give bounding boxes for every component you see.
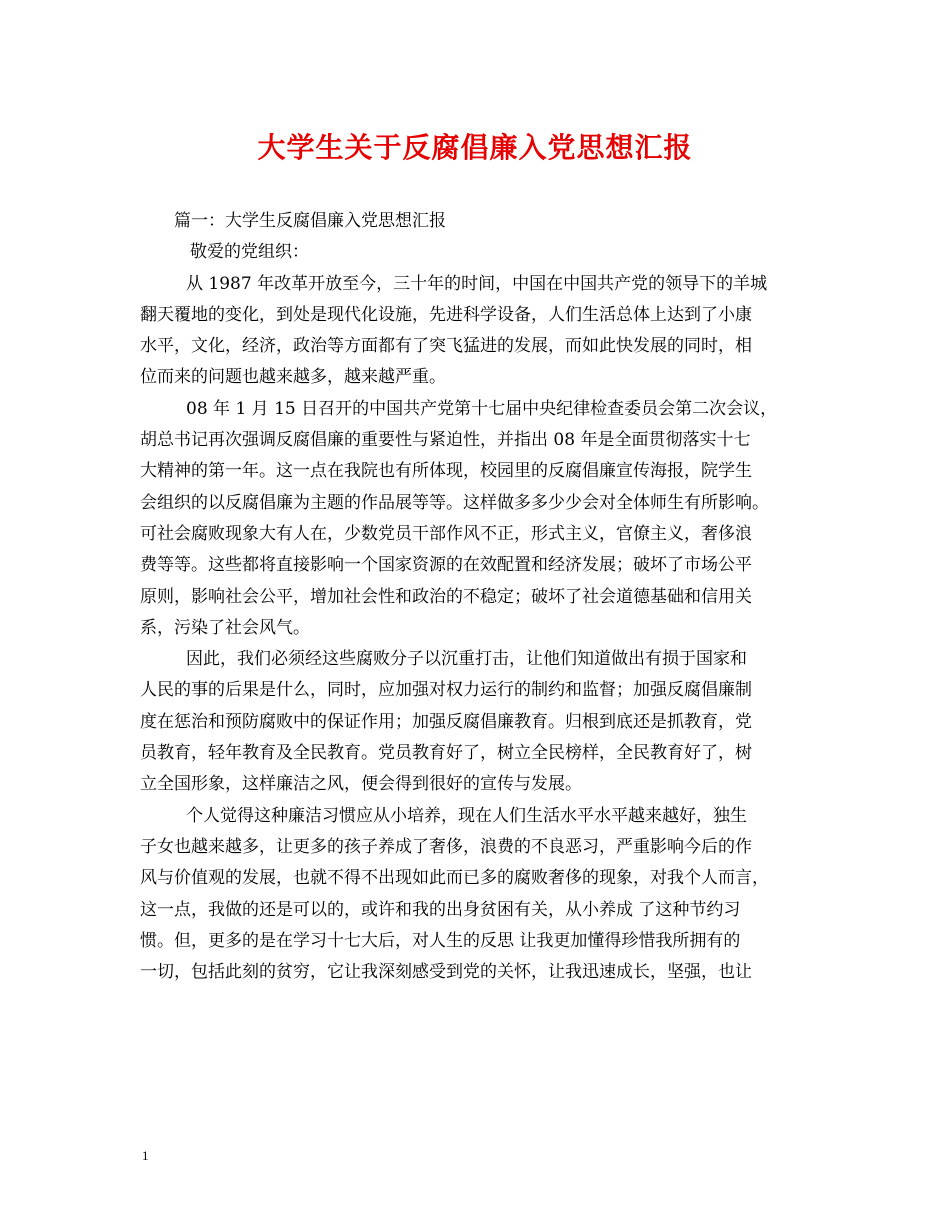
- document-body: [140, 206, 820, 988]
- paragraph-line: 度在惩治和预防腐败中的保证作用；加强反腐倡廉教育。归根到底还是抓教育，党: [140, 711, 752, 732]
- greeting: 敬爱的党组织：: [190, 242, 309, 263]
- page-number: 1: [142, 1148, 149, 1163]
- paragraph-line: 从 1987 年改革开放至今，三十年的时间，中国在中国共产党的领导下的羊城: [186, 273, 768, 294]
- paragraph: [140, 394, 820, 644]
- paragraph: [140, 269, 820, 394]
- paragraph-line: 费等等。这些都将直接影响一个国家资源的在效配置和经济发展；破坏了市场公平: [140, 555, 752, 576]
- paragraph: [140, 644, 820, 800]
- paragraph-line: 因此，我们必须经这些腐败分子以沉重打击，让他们知道做出有损于国家和: [186, 649, 747, 670]
- paragraph-line: 立全国形象，这样廉洁之风，便会得到很好的宣传与发展。: [140, 774, 582, 795]
- paragraph-line: 胡总书记再次强调反腐倡廉的重要性与紧迫性，并指出 08 年是全面贯彻落实十七: [140, 430, 751, 451]
- paragraph-line: 这一点，我做的还是可以的，或许和我的出身贫困有关，从小养成 了这种节约习: [140, 899, 741, 920]
- paragraph-line: 会组织的以反腐倡廉为主题的作品展等等。这样做多多少少会对全体师生有所影响。: [140, 492, 769, 513]
- paragraph-line: 位而来的问题也越来越多，越来越严重。: [140, 367, 446, 388]
- paragraph-line: 系，污染了社会风气。: [140, 617, 310, 638]
- paragraph-line: 人民的事的后果是什么，同时，应加强对权力运行的制约和监督；加强反腐倡廉制: [140, 680, 752, 701]
- paragraph-line: 员教育，轻年教育及全民教育。党员教育好了，树立全民榜样，全民教育好了，树: [140, 743, 752, 764]
- paragraph-line: 翻天覆地的变化，到处是现代化设施，先进科学设备，人们生活总体上达到了小康: [140, 304, 752, 325]
- paragraph: [140, 801, 820, 989]
- paragraph-line: 08 年 1 月 15 日召开的中国共产党第十七届中央纪律检查委员会第二次会议，: [186, 398, 778, 419]
- paragraph-line: 大精神的第一年。这一点在我院也有所体现，校园里的反腐倡廉宣传海报，院学生: [140, 461, 752, 482]
- paragraph-line: 风与价值观的发展，也就不得不出现如此而已多的腐败奢侈的现象，对我个人而言，: [140, 868, 769, 889]
- paragraph-line: 个人觉得这种廉洁习惯应从小培养，现在人们生活水平水平越来越好，独生: [186, 805, 747, 826]
- document-title: 大学生关于反腐倡廉入党思想汇报: [257, 131, 693, 164]
- paragraph-line: 一切，包括此刻的贫穷，它让我深刻感受到党的关怀，让我迅速成长，坚强，也让: [140, 962, 752, 983]
- paragraph-line: 可社会腐败现象大有人在，少数党员干部作风不正，形式主义，官僚主义，奢侈浪: [140, 523, 752, 544]
- paragraph-line: 子女也越来越多，让更多的孩子养成了奢侈，浪费的不良恶习，严重影响今后的作: [140, 836, 752, 857]
- section-heading: 篇一：大学生反腐倡廉入党思想汇报: [174, 211, 446, 231]
- paragraph-line: 原则，影响社会公平，增加社会性和政治的不稳定；破坏了社会道德基础和信用关: [140, 586, 752, 607]
- paragraph-line: 水平，文化，经济，政治等方面都有了突飞猛进的发展，而如此快发展的同时，相: [140, 336, 752, 357]
- paragraph-line: 惯。但，更多的是在学习十七大后，对人生的反思 让我更加懂得珍惜我所拥有的: [140, 930, 741, 951]
